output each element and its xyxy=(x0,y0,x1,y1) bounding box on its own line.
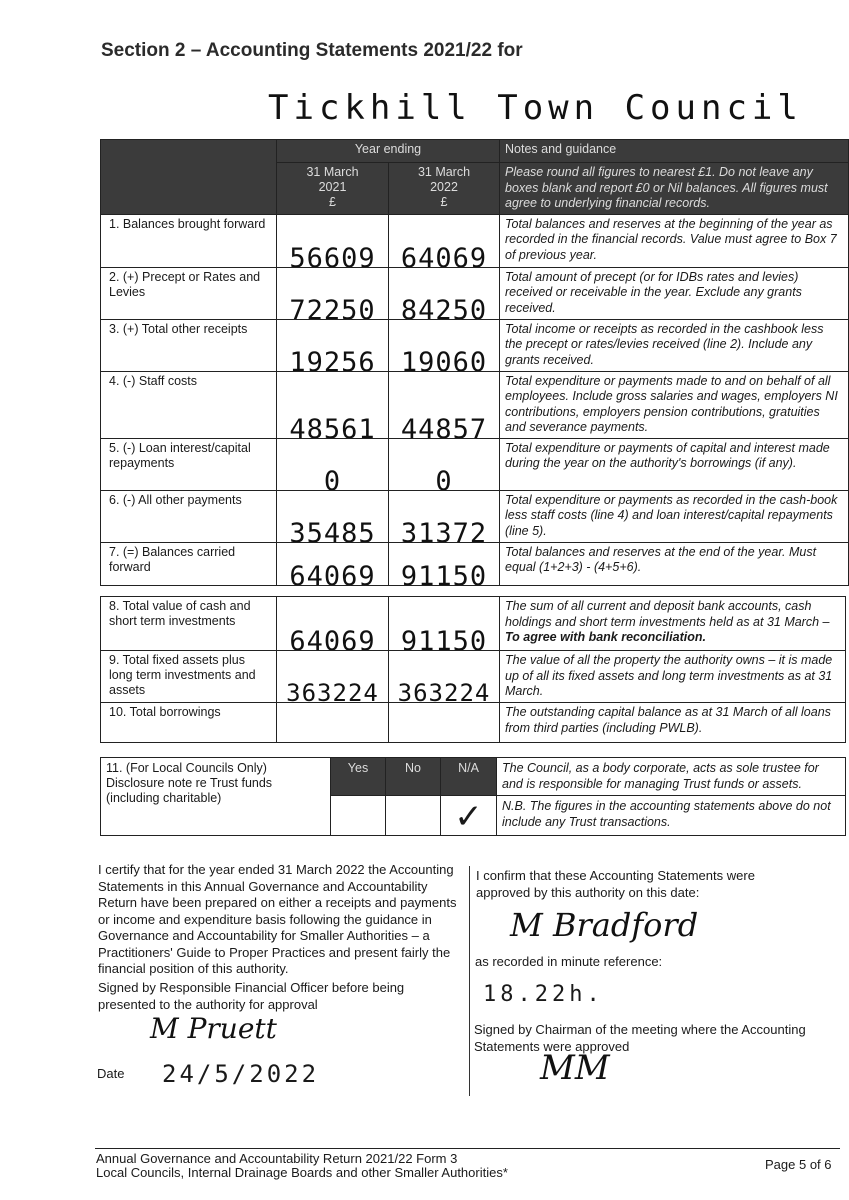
value-2021: 64069 xyxy=(277,597,389,651)
row-note-text: The sum of all current and deposit bank accounts, cash holdings and short term investments held as at 31 March – xyxy=(505,599,830,629)
section-title: Section 2 – Accounting Statements 2021/22 for xyxy=(101,40,523,61)
value-2021: 48561 xyxy=(277,371,389,438)
footer-line-1: Annual Governance and Accountability Return 2021/22 Form 3 xyxy=(96,1151,458,1166)
guidance-text: Please round all figures to nearest £1. Do not leave any boxes blank and report £0 or Nil balances. All figures must agree to underlying financial records. xyxy=(500,163,849,215)
table-row xyxy=(101,651,846,703)
row-note: Total balances and reserves at the beginning of the year as recorded in the financial records. Value must agree to Box 7 of previous year. xyxy=(500,214,849,267)
table-row xyxy=(101,319,849,371)
row-label: 8. Total value of cash and short term investments xyxy=(101,597,277,651)
row-note-bold: To agree with bank reconciliation. xyxy=(505,630,706,644)
rfo-signed-by: Signed by Responsible Financial Officer before being presented to the authority for approval xyxy=(98,980,405,1012)
value-2022: 44857 xyxy=(389,371,500,438)
year-ending-header: Year ending xyxy=(277,140,500,163)
table-row xyxy=(101,703,846,743)
table-row xyxy=(101,542,849,585)
row-label: 4. (-) Staff costs xyxy=(101,371,277,438)
date-label: Date xyxy=(97,1066,125,1081)
value-2022: 19060 xyxy=(389,319,500,371)
yes-checkbox[interactable] xyxy=(331,796,386,836)
header-blank xyxy=(101,140,277,215)
row-label: 1. Balances brought forward xyxy=(101,214,277,267)
trust-label: 11. (For Local Councils Only) Disclosure note re Trust funds (including charitable) xyxy=(101,758,331,836)
value-2021: 56609 xyxy=(277,214,389,267)
accounting-statements-table xyxy=(100,139,849,586)
table-row xyxy=(101,214,849,267)
row-label: 6. (-) All other payments xyxy=(101,490,277,542)
na-header: N/A xyxy=(441,758,497,796)
value-2021: 0 xyxy=(277,438,389,490)
no-checkbox[interactable] xyxy=(386,796,441,836)
trust-note-1: The Council, as a body corporate, acts as sole trustee for and is responsible for managing Trust funds or assets. xyxy=(497,758,846,796)
value-2021: 72250 xyxy=(277,267,389,319)
notes-header: Notes and guidance xyxy=(500,140,849,163)
value-2021: 363224 xyxy=(277,651,389,703)
value-2022: 91150 xyxy=(389,597,500,651)
row-note: Total expenditure or payments of capital and interest made during the year on the authority's borrowings (if any). xyxy=(500,438,849,490)
table-row xyxy=(101,597,846,651)
confirm-text: I confirm that these Accounting Statements were approved by this authority on this date: xyxy=(476,868,755,900)
no-header: No xyxy=(386,758,441,796)
row-note: Total expenditure or payments as recorded in the cash-book less staff costs (line 4) and loan interest/capital repayments (line 5). xyxy=(500,490,849,542)
row-note xyxy=(500,597,846,651)
row-note: Total income or receipts as recorded in the cashbook less the precept or rates/levies received (line 2). Include any grants received. xyxy=(500,319,849,371)
row-note: Total balances and reserves at the end of the year. Must equal (1+2+3) - (4+5+6). xyxy=(500,542,849,585)
value-2022: 0 xyxy=(389,438,500,490)
na-checkbox-tick[interactable]: ✓ xyxy=(441,796,497,836)
value-2022: 64069 xyxy=(389,214,500,267)
date-value: 24/5/2022 xyxy=(162,1060,320,1088)
value-2022: 91150 xyxy=(389,542,500,585)
col-2021-header: 31 March 2021 £ xyxy=(277,163,389,215)
assets-table xyxy=(100,596,846,743)
chair-signature: MM xyxy=(540,1048,610,1088)
row-note: Total expenditure or payments made to and on behalf of all employees. Include gross salaries and wages, employers NI contributions, employers pension contributions, gratuities and severance payments. xyxy=(500,371,849,438)
council-name-handwritten: Tickhill Town Council xyxy=(268,88,803,128)
page-number: Page 5 of 6 xyxy=(765,1157,832,1172)
row-note: The outstanding capital balance as at 31 March of all loans from third parties (including PWLB). xyxy=(500,703,846,743)
yes-header: Yes xyxy=(331,758,386,796)
footer-line-2: Local Councils, Internal Drainage Boards and other Smaller Authorities* xyxy=(96,1165,508,1180)
value-2022 xyxy=(389,703,500,743)
value-2021: 35485 xyxy=(277,490,389,542)
value-2022: 84250 xyxy=(389,267,500,319)
footer-rule xyxy=(95,1148,840,1149)
certify-text: I certify that for the year ended 31 March 2022 the Accounting Statements in this Annual Governance and Accountability Return have been prepared on either a receipts and payments or income and expenditure basis following the guidance in Governance and Accountability for Smaller Authorities – a Practitioners' Guide to Proper Practices and present fairly the financial position of this authority. xyxy=(98,862,457,976)
row-label: 7. (=) Balances carried forward xyxy=(101,542,277,585)
value-2021 xyxy=(277,703,389,743)
column-divider xyxy=(469,866,470,1096)
table-row xyxy=(101,371,849,438)
minute-value: 18.22h. xyxy=(483,982,604,1007)
row-note: The value of all the property the authority owns – it is made up of all its fixed assets and long term investments as at 31 March. xyxy=(500,651,846,703)
row-label: 9. Total fixed assets plus long term investments and assets xyxy=(101,651,277,703)
minute-label: as recorded in minute reference: xyxy=(475,954,663,969)
value-2021: 64069 xyxy=(277,542,389,585)
rfo-signature: M Pruett xyxy=(150,1012,277,1045)
row-note: Total amount of precept (or for IDBs rates and levies) received or receivable in the year. Exclude any grants received. xyxy=(500,267,849,319)
trust-note-2: N.B. The figures in the accounting statements above do not include any Trust transactions. xyxy=(497,796,846,836)
row-label: 3. (+) Total other receipts xyxy=(101,319,277,371)
table-row xyxy=(101,267,849,319)
row-label: 5. (-) Loan interest/capital repayments xyxy=(101,438,277,490)
value-2022: 363224 xyxy=(389,651,500,703)
row-label: 10. Total borrowings xyxy=(101,703,277,743)
trust-funds-table xyxy=(100,757,846,836)
approval-signature: M Bradford xyxy=(510,906,699,944)
row-label: 2. (+) Precept or Rates and Levies xyxy=(101,267,277,319)
table-row xyxy=(101,490,849,542)
value-2022: 31372 xyxy=(389,490,500,542)
table-row xyxy=(101,438,849,490)
value-2021: 19256 xyxy=(277,319,389,371)
chair-signed-by: Signed by Chairman of the meeting where the Accounting Statements were approved xyxy=(474,1022,806,1054)
col-2022-header: 31 March 2022 £ xyxy=(389,163,500,215)
